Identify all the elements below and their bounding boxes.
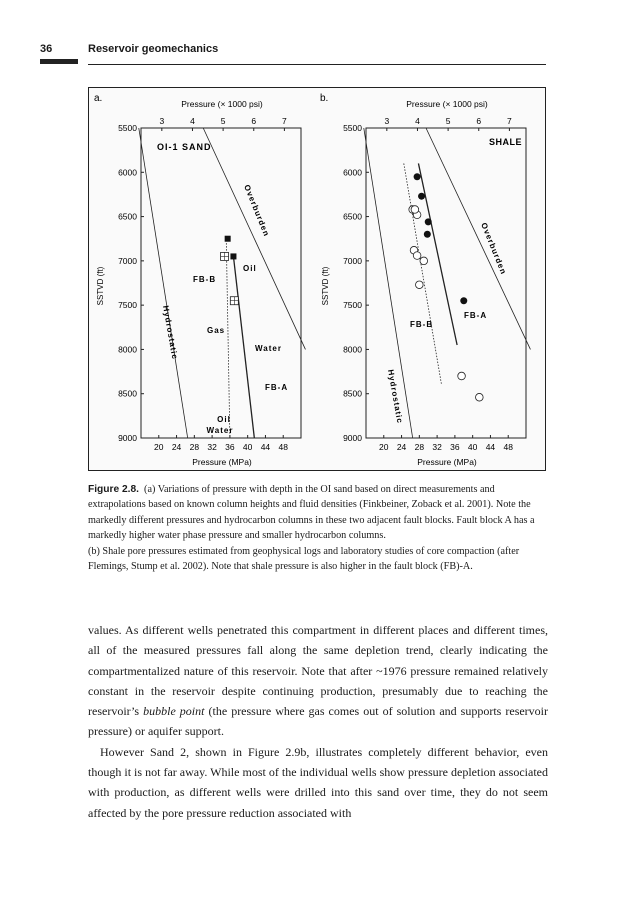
panel-b-bottom-axis-title: Pressure (MPa) (417, 457, 477, 467)
panel-b-y-tick-label: 6500 (343, 211, 362, 222)
panel-a-bottom-axis-title: Pressure (MPa) (192, 457, 252, 467)
panel-b-bottom-tick-label: 20 (379, 442, 389, 452)
panel-a-bottom-tick-label: 40 (242, 442, 253, 452)
panel-a-hydrostatic-label: Hydrostatic (161, 304, 180, 361)
panel-b-bottom-tick-label: 48 (503, 442, 513, 452)
panel-b-fb-b-point (458, 372, 466, 380)
panel-b-y-tick-label: 7500 (343, 300, 362, 311)
panel-a-bottom-tick-label: 44 (260, 442, 271, 452)
panel-a-fb-b-label: FB-B (193, 275, 217, 284)
panel-b-fb-a-label: FB-A (464, 311, 488, 320)
panel-a-top-tick-label: 5 (220, 116, 226, 126)
panel-a-y-axis-title: SSTVD (ft) (96, 266, 105, 306)
panel-a-oil-label: Oil (243, 264, 257, 273)
panel-b-bottom-tick-label: 36 (450, 442, 460, 452)
panel-b-top-tick-label: 4 (415, 116, 420, 126)
panel-b-top-tick-label: 6 (476, 116, 482, 126)
panel-a-y-tick-label: 6000 (118, 167, 137, 178)
panel-a-top-ticks (159, 116, 287, 131)
panel-a-top-tick-label: 4 (190, 116, 195, 126)
panel-a-fb-a-gradient (233, 256, 254, 438)
panel-b-label: b. (320, 93, 329, 104)
caption-part-a (88, 482, 548, 544)
panel-a-overburden-label: Overburden (242, 183, 272, 239)
panel-a-hydrostatic-line (139, 128, 188, 438)
panel-b-fb-a-point (418, 193, 425, 200)
panel-a-bottom-tick-label: 36 (225, 442, 235, 452)
panel-b-fb-b-point (476, 393, 484, 401)
panel-a-fb-a-point (230, 253, 236, 259)
panel-b-y-tick-label: 8500 (343, 388, 362, 399)
panel-a-bottom-tick-label: 20 (154, 442, 164, 452)
panel-a-fb-a-label: FB-A (265, 383, 289, 392)
panel-b-bottom-tick-label: 28 (414, 442, 425, 452)
panel-a-bottom-tick-label: 28 (189, 442, 200, 452)
panel-a-overburden-line (203, 128, 305, 349)
panel-b-shale-label: SHALE (488, 137, 522, 147)
panel-b-overburden-label: Overburden (479, 221, 509, 277)
panel-b-fb-a-point (414, 173, 421, 180)
panel-a-bottom-tick-label: 32 (207, 442, 217, 452)
panel-b-top-tick-label: 7 (507, 116, 512, 126)
panel-a-fb-a-point (225, 236, 231, 242)
panel-a-top-tick-label: 6 (251, 116, 257, 126)
running-title: Reservoir geomechanics (88, 43, 219, 55)
panel-a-y-tick-label: 7500 (118, 300, 137, 311)
panel-a-gas-label: Gas (207, 326, 226, 335)
body-term-bubble-point: bubble point (143, 704, 205, 719)
panel-b-chart (318, 88, 545, 470)
panel-b-top-tick-label: 5 (445, 116, 451, 126)
body-paragraph-1 (88, 620, 548, 742)
panel-a-oil-water-oil: Oil (217, 415, 231, 424)
panel-b-fb-a-point (424, 231, 431, 238)
panel-b-y-ticks (343, 123, 369, 443)
panel-a-y-tick-label: 8000 (118, 344, 137, 355)
body-paragraph-2: However Sand 2, shown in Figure 2.9b, illustrates completely different behavior, even though it is not far away. While most of the individual wells show pressure depletion associated with production, as different wells were drilled into this sand over time, they do not seem affected by the pore pressure reduction associated with (88, 744, 548, 820)
panel-b-top-ticks (384, 116, 512, 131)
panel-a-label: a. (94, 93, 103, 104)
panel-b-top-axis-title: Pressure (× 1000 psi) (406, 99, 488, 109)
body-paragraph-1-start: values. As different wells penetrated this compartment in different places and different times, all of the measured pressures fall along the same depletion trend, clearly indicating the compartmentalized nature of this reservoir. Note that after ~1976 pressure remained relatively constant in the reservoir despite continuing production, presumably due to reaching the reservoir’s (88, 623, 548, 719)
body-paragraph-1-end: (the pressure where gas comes out of solution and supports reservoir pressure) or aquifer support. (88, 704, 549, 739)
panel-a-chart (89, 88, 318, 470)
caption-label: Figure 2.8. (88, 484, 139, 495)
panel-b-bottom-tick-label: 44 (485, 442, 496, 452)
panel-b-fb-a-point (460, 297, 467, 304)
panel-a-y-tick-label: 7000 (118, 255, 137, 266)
panel-a-y-tick-label: 9000 (118, 433, 137, 443)
panel-a-water-label: Water (255, 344, 282, 353)
panel-a-y-tick-label: 6500 (118, 211, 137, 222)
panel-b-y-tick-label: 8000 (343, 344, 362, 355)
panel-a-bottom-tick-label: 24 (171, 442, 182, 452)
panel-a-top-tick-label: 7 (282, 116, 287, 126)
header-rule (88, 64, 546, 65)
page-header (0, 0, 633, 70)
panel-b-top-tick-label: 3 (384, 116, 390, 126)
panel-b-bottom-tick-label: 32 (432, 442, 442, 452)
panel-b-fb-a-point (425, 218, 432, 225)
panel-a-y-ticks (118, 123, 144, 443)
panel-a-bottom-tick-label: 48 (278, 442, 288, 452)
panel-a-top-axis-title: Pressure (× 1000 psi) (181, 99, 263, 109)
page-number: 36 (40, 43, 53, 55)
panel-b-y-tick-label: 6000 (343, 167, 362, 178)
figure-caption (88, 482, 548, 574)
body-text (88, 620, 548, 823)
figure-2-8 (88, 87, 546, 471)
panel-b-fb-b-point (413, 252, 421, 260)
panel-a-y-tick-label: 8500 (118, 388, 137, 399)
panel-b-plot (364, 128, 531, 438)
panel-a-sand-label: OI-1 SAND (157, 142, 212, 152)
caption-text-b: (b) Shale pore pressures estimated from geophysical logs and laboratory studies of core compaction (after Flemings, Stump et al. 2002). Note that shale pressure is also higher in the fault block (FB)-A. (88, 545, 520, 573)
panel-b-hydrostatic-label: Hydrostatic (386, 368, 405, 425)
header-block (40, 59, 78, 64)
caption-text-a: (a) Variations of pressure with depth in the OI sand based on direct measurements and extrapolations based on known column heights and fluid densities (Finkbeiner, Zoback et al. 2001). Note the markedly different pressures and hydrocarbon columns in these two adjacent fault blocks. Fault block A has a markedly higher water phase pressure and smaller hydrocarbon columns. (88, 484, 535, 542)
panel-b-fb-b-label: FB-B (410, 320, 434, 329)
panel-b-y-axis-title: SSTVD (ft) (321, 266, 330, 306)
panel-b-fb-b-point (411, 206, 419, 214)
panel-b-y-tick-label: 5500 (343, 123, 362, 133)
panel-a-oil-water-water: Water (206, 426, 234, 435)
panel-a-top-tick-label: 3 (159, 116, 165, 126)
panel-a-y-tick-label: 5500 (118, 123, 137, 133)
panel-b-fb-b-point (420, 257, 428, 265)
panel-a-fb-b-gradient (226, 243, 230, 438)
panel-b-bottom-tick-label: 24 (396, 442, 407, 452)
panel-b-hydrostatic-line (364, 128, 413, 438)
panel-b-y-tick-label: 9000 (343, 433, 362, 443)
panel-b-y-tick-label: 7000 (343, 255, 362, 266)
panel-b-fb-a-trend (418, 163, 457, 345)
panel-b-fb-b-point (416, 281, 424, 289)
panel-b-bottom-tick-label: 40 (467, 442, 478, 452)
